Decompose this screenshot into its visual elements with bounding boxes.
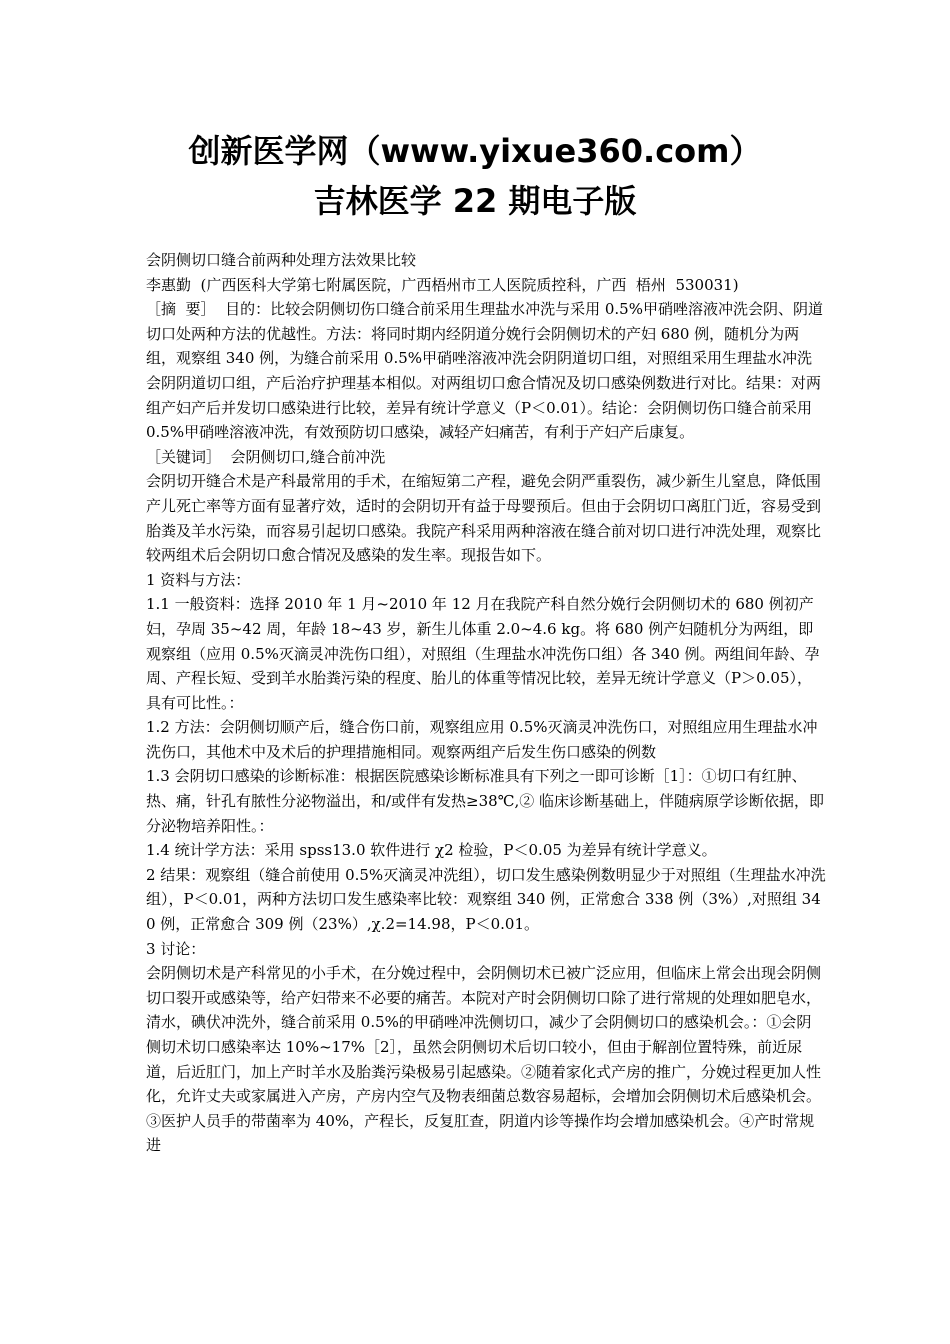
section-3-heading: 3 讨论： [146,939,206,958]
article-keywords: ［关键词］ 会阴侧切口,缝合前冲洗 [146,447,386,466]
article-body [146,248,826,1158]
article-title: 会阴侧切口缝合前两种处理方法效果比较 [146,251,417,269]
section-1-1-general-data: 1.1 一般资料：选择 2010 年 1 月~2010 年 12 月在我院产科自然分娩行会阴侧切术的 680 例初产妇，孕周 35~42 周，年龄 18~43 岁，新生儿体重 2.0~4.6 kg。将 680 例产妇随机分为两组，即观察组（应用 0.5%灭滴灵冲洗伤口组），对照组（生理盐水冲洗伤口组）各 340 例。两组间年龄、孕周、产程长短、受到羊水胎粪污染的程度、胎儿的体重等情况比较，差异无统计学意义（P＞0.05），具有可比性。： [146,595,820,712]
section-1-4-statistics: 1.4 统计学方法：采用 spss13.0 软件进行 χ2 检验，P＜0.05 为差异有统计学意义。 [146,841,717,860]
section-3-discussion: 会阴侧切术是产科常见的小手术，在分娩过程中，会阴侧切术已被广泛应用，但临床上常会出现会阴侧切口裂开或感染等，给产妇带来不必要的痛苦。本院对产时会阴侧切口除了进行常规的处理如肥皂水，清水，碘伏冲洗外，缝合前采用 0.5%的甲硝唑冲洗侧切口，减少了会阴侧切口的感染机会。：①会阴侧切术切口感染率达 10%~17%［2］，虽然会阴侧切术后切口较小，但由于解剖位置特殊，前近尿道，后近肛门，加上产时羊水及胎粪污染极易引起感染。②随着家化式产房的推广，分娩过程更加人性化，允许丈夫或家属进入产房，产房内空气及物表细菌总数容易超标，会增加会阴侧切术后感染机会。③医护人员手的带菌率为 40%，产程长，反复肛查，阴道内诊等操作均会增加感染机会。④产时常规进 [146,964,822,1155]
article-introduction: 会阴切开缝合术是产科最常用的手术，在缩短第二产程，避免会阴严重裂伤，减少新生儿窒息，降低围产儿死亡率等方面有显著疗效，适时的会阴切开有益于母婴预后。但由于会阴切口离肛门近，容易受到胎粪及羊水污染，而容易引起切口感染。我院产科采用两种溶液在缝合前对切口进行冲洗处理，观察比较两组术后会阴切口愈合情况及感染的发生率。现报告如下。 [146,472,822,565]
section-1-2-method: 1.2 方法：会阴侧切顺产后，缝合伤口前，观察组应用 0.5%灭滴灵冲洗伤口，对照组应用生理盐水冲洗伤口，其他术中及术后的护理措施相同。观察两组产后发生伤口感染的例数 [146,718,818,761]
section-1-3-diagnostic-criteria: 1.3 会阴切口感染的诊断标准：根据医院感染诊断标准具有下列之一即可诊断［1］：①切口有红肿、热、痛，针孔有脓性分泌物溢出，和/或伴有发热≥38℃,② 临床诊断基础上，伴随病原学诊断依据，即分泌物培养阳性。： [146,767,825,835]
section-2-results: 2 结果：观察组（缝合前使用 0.5%灭滴灵冲洗组），切口发生感染例数明显少于对照组（生理盐水冲洗组），P＜0.01，两种方法切口发生感染率比较：观察组 340 例，正常愈合 338 例（3%）,对照组 340 例，正常愈合 309 例（23%）,χ.2=14.98，P＜0.01。 [146,865,826,934]
site-title: 创新医学网（www.yixue360.com） [188,132,762,170]
document-header [0,126,950,226]
journal-edition-title: 吉林医学 22 期电子版 [313,182,637,220]
section-1-heading: 1 资料与方法： [146,570,251,589]
article-abstract: ［摘 要］ 目的：比较会阴侧切伤口缝合前采用生理盐水冲洗与采用 0.5%甲硝唑溶液冲洗会阴、阴道切口处两种方法的优越性。方法：将同时期内经阴道分娩行会阴侧切术的产妇 680 例，随机分为两组，观察组 340 例，为缝合前采用 0.5%甲硝唑溶液冲洗会阴阴道切口组，对照组采用生理盐水冲洗会阴阴道切口组，产后治疗护理基本相似。对两组切口愈合情况及切口感染例数进行对比。结果：对两组产妇产后并发切口感染进行比较，差异有统计学意义（P＜0.01）。结论：会阴侧切伤口缝合前采用 0.5%甲硝唑溶液冲洗，有效预防切口感染，减轻产妇痛苦，有利于产妇产后康复。 [146,300,823,442]
article-author: 李惠勤 (广西医科大学第七附属医院，广西梧州市工人医院质控科，广西 梧州 530031) [146,275,739,294]
